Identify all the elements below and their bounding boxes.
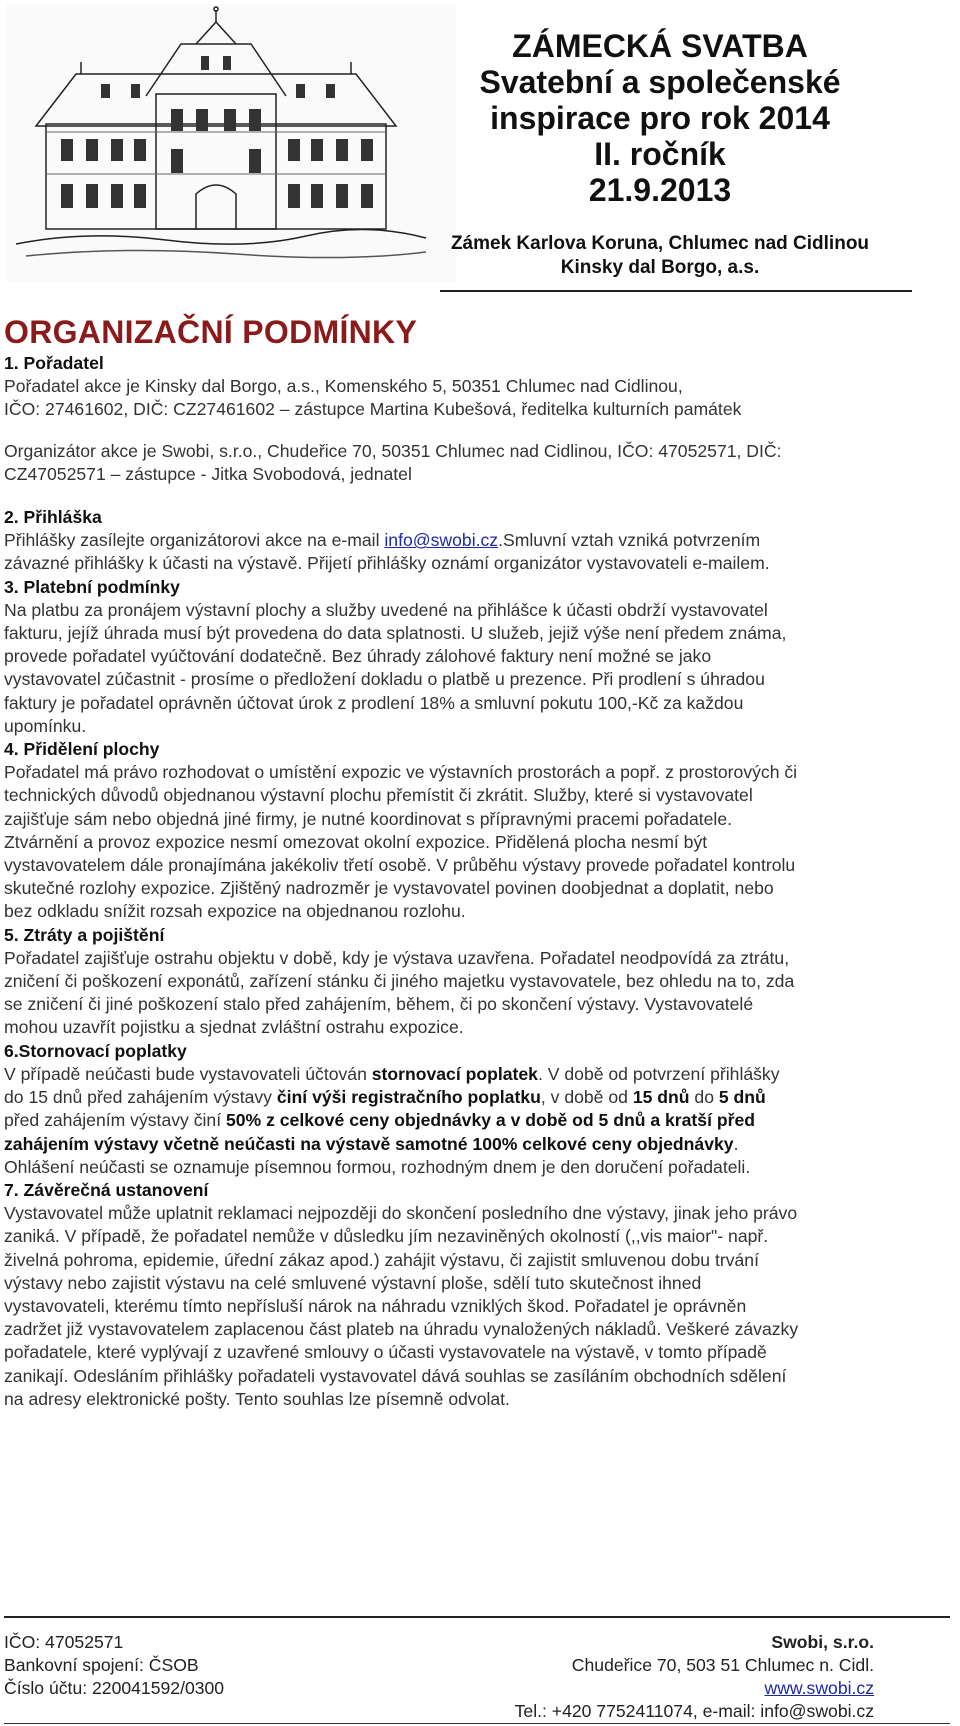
text: , v době od xyxy=(540,1087,633,1108)
organizer-line: CZ47052571 – zástupce - Jitka Svobodová, jednatel xyxy=(4,463,412,484)
event-date: 21.9.2013 xyxy=(588,172,732,208)
text: . xyxy=(733,1133,739,1154)
bold-text: 15 dnů xyxy=(632,1087,690,1108)
payment-line: faktury je pořadatel oprávněn účtovat úrok z prodlení 18% a smluvní pokutu 100,-Kč za každou xyxy=(4,692,744,713)
footer-divider xyxy=(4,1616,950,1618)
payment-line: Na platbu za pronájem výstavní plochy a služby uvedené na přihlášce k účasti obdrží vystavovatel xyxy=(4,599,768,620)
payment-line: upomínku. xyxy=(4,715,87,736)
payment-line: vystavovatel zúčastnit - prosíme o předložení dokladu o platbě u prezence. Při prodlení s úhradou xyxy=(4,669,765,690)
section-heading: 2. Přihláška xyxy=(4,507,102,528)
cancellation-line: Ohlášení neúčasti se oznamuje písemnou formou, rozhodným dnem je den doručení pořadateli. xyxy=(4,1156,751,1177)
footer-bank: Bankovní spojení: ČSOB xyxy=(4,1655,199,1675)
insurance-line: mohou uzavřít pojistku a sjednat zvláštní ostrahu expozice. xyxy=(4,1017,464,1038)
footer-right xyxy=(515,1631,874,1723)
cancellation-line xyxy=(4,1109,944,1132)
final-line: zadržet již vystavovatelem zaplacenou část plateb na úhradu vynaložených nákladů. Veškeré závazky xyxy=(4,1319,799,1340)
section-heading: 1. Pořadatel xyxy=(4,353,104,373)
allocation-line: Ztvárnění a provoz expozice nesmí omezovat okolní expozice. Přidělená plocha nesmí být xyxy=(4,831,708,852)
bold-text: stornovací poplatek xyxy=(371,1063,538,1084)
text: do xyxy=(689,1087,719,1108)
final-line: vystavovateli, kterému tímto nepřísluší nárok na náhradu vzniklých škod. Pořadatel je oprávněn xyxy=(4,1295,747,1316)
final-line: pořadatele, které vyplývají z uzavřené smlouvy o účasti vystavovatele na výstavě, v tomto případě xyxy=(4,1342,767,1363)
cancellation-line xyxy=(4,1086,944,1109)
castle-drawing xyxy=(6,4,456,282)
text: Přihlášky zasílejte organizátorovi akce na e-mail xyxy=(4,530,385,551)
allocation-line: technických důvodů objednanou výstavní plochu přemístit či zkrátit. Služby, které si vystavovatel xyxy=(4,785,753,806)
insurance-line: Pořadatel zajišťuje ostrahu objektu v době, kdy je výstava uzavřena. Pořadatel neodpovídá za ztrátu, xyxy=(4,947,790,968)
footer-contact: Tel.: +420 7752411074, e-mail: info@swobi.cz xyxy=(514,1701,874,1721)
application-line xyxy=(4,529,944,552)
section-heading: 7. Závěrečná ustanovení xyxy=(4,1179,209,1200)
organizer-line: IČO: 27461602, DIČ: CZ27461602 – zástupce Martina Kubešová, ředitelka kulturních památek xyxy=(4,399,742,420)
document-title: ORGANIZAČNÍ PODMÍNKY xyxy=(4,314,418,350)
allocation-line: bez odkladu snížit rozsah expozice na objednanou rozlohu. xyxy=(4,901,466,922)
text: V případě neúčasti bude vystavovateli účtován xyxy=(4,1063,372,1084)
footer-address: Chudeřice 70, 503 51 Chlumec n. Cidl. xyxy=(571,1655,874,1675)
section-heading: 4. Přidělení plochy xyxy=(4,739,160,760)
footer-account: Číslo účtu: 220041592/0300 xyxy=(4,1678,225,1698)
text: . V době od potvrzení přihlášky xyxy=(537,1063,780,1084)
allocation-line: zajišťuje sám nebo objedná jiné firmy, je nutné koordinovat s přípravnými pracemi pořadatele. xyxy=(4,808,732,829)
footer-company: Swobi, s.r.o. xyxy=(771,1632,874,1652)
document-body xyxy=(4,352,944,1411)
allocation-line: skutečné rozlohy expozice. Zjištěný nadrozměr je vystavovatel povinen doobjednat a doplatit, nebo xyxy=(4,878,774,899)
footer-ico: IČO: 47052571 xyxy=(4,1632,124,1652)
organizer-line: Organizátor akce je Swobi, s.r.o., Chudeřice 70, 50351 Chlumec nad Cidlinou, IČO: 47052571, DIČ: xyxy=(4,440,782,461)
venue-block xyxy=(420,232,900,280)
email-link[interactable]: info@swobi.cz xyxy=(384,530,499,551)
text: před zahájením výstavy činí xyxy=(4,1110,226,1131)
final-line: zaniká. V případě, že pořadatel nemůže v důsledku jím nezaviněných okolností (,,vis maior"- např. xyxy=(4,1226,769,1247)
text: .Smluvní vztah vzniká potvrzením xyxy=(498,530,761,551)
allocation-line: vystavovatelem dále pronajímána jakékoliv třetí osobě. V průběhu výstavy provede pořadatel kontrolu xyxy=(4,855,796,876)
bold-text: zahájením výstavy včetně neúčasti na výstavě samotné 100% celkové ceny objednávky xyxy=(4,1133,734,1154)
insurance-line: zničení či poškození exponátů, zařízení stánku či jiného majetku vystavovatele, bez ohledu na to, zda xyxy=(4,971,795,992)
application-line: závazné přihlášky k účasti na výstavě. Přijetí přihlášky oznámí organizátor vystavovateli e-mailem. xyxy=(4,553,770,574)
final-line: Vystavovatel může uplatnit reklamaci nejpozději do skončení posledního dne výstavy, jinak jeho právo xyxy=(4,1203,798,1224)
event-title-block xyxy=(400,28,920,208)
bold-text: činí výši registračního poplatku xyxy=(276,1087,541,1108)
section-heading: 3. Platební podmínky xyxy=(4,576,180,597)
payment-line: fakturu, jejíž úhrada musí být provedena do data splatnosti. U služeb, jejiž výše není předem známa, xyxy=(4,623,787,644)
cancellation-line xyxy=(4,1063,944,1086)
venue-name: Zámek Karlova Koruna, Chlumec nad Cidlinou xyxy=(450,233,870,254)
final-line: výstavy nebo zajistit výstavu na celé smluvené výstavní ploše, sdělí tuto skutečnost ihned xyxy=(4,1272,702,1293)
cancellation-line xyxy=(4,1133,944,1156)
insurance-line: se zničení či jiné poškození stalo před zahájením, během, či po skončení výstavy. Vystavovatelé xyxy=(4,994,754,1015)
final-line: zanikají. Odesláním přihlášky pořadateli vystavovatel dává souhlas se zasíláním obchodních sdělení xyxy=(4,1365,787,1386)
organizer-line: Pořadatel akce je Kinsky dal Borgo, a.s., Komenského 5, 50351 Chlumec nad Cidlinou, xyxy=(4,376,683,397)
header-divider xyxy=(440,290,912,292)
allocation-line: Pořadatel má právo rozhodovat o umístění expozic ve výstavních prostorách a popř. z prostorových či xyxy=(4,762,798,783)
castle-illustration xyxy=(6,4,456,282)
footer-web-link[interactable]: www.swobi.cz xyxy=(764,1678,874,1698)
payment-line: provede pořadatel vyúčtování dodatečně. Bez úhrady zálohové faktury není možné se jako xyxy=(4,646,712,667)
event-edition: II. ročník xyxy=(594,136,726,172)
event-subtitle-2: inspirace pro rok 2014 xyxy=(490,100,830,136)
bold-text: 5 dnů xyxy=(718,1087,766,1108)
text: do 15 dnů před zahájením výstavy xyxy=(4,1087,277,1108)
bold-text: 50% z celkové ceny objednávky a v době od 5 dnů a kratší před xyxy=(225,1110,755,1131)
final-line: živelná pohroma, epidemie, úřední zákaz apod.) zahájit výstavu, či zajistit smluvenou dobu trvání xyxy=(4,1249,759,1270)
final-line: na adresy elektronické pošty. Tento souhlas lze písemně odvolat. xyxy=(4,1388,510,1409)
footer-bottom-line xyxy=(4,1723,950,1724)
footer-left xyxy=(4,1631,224,1700)
event-title: ZÁMECKÁ SVATBA xyxy=(512,28,808,64)
event-subtitle-1: Svatební a společenské xyxy=(479,64,841,100)
venue-owner: Kinsky dal Borgo, a.s. xyxy=(560,257,760,278)
section-heading: 5. Ztráty a pojištění xyxy=(4,924,165,945)
section-heading: 6.Stornovací poplatky xyxy=(4,1040,187,1061)
